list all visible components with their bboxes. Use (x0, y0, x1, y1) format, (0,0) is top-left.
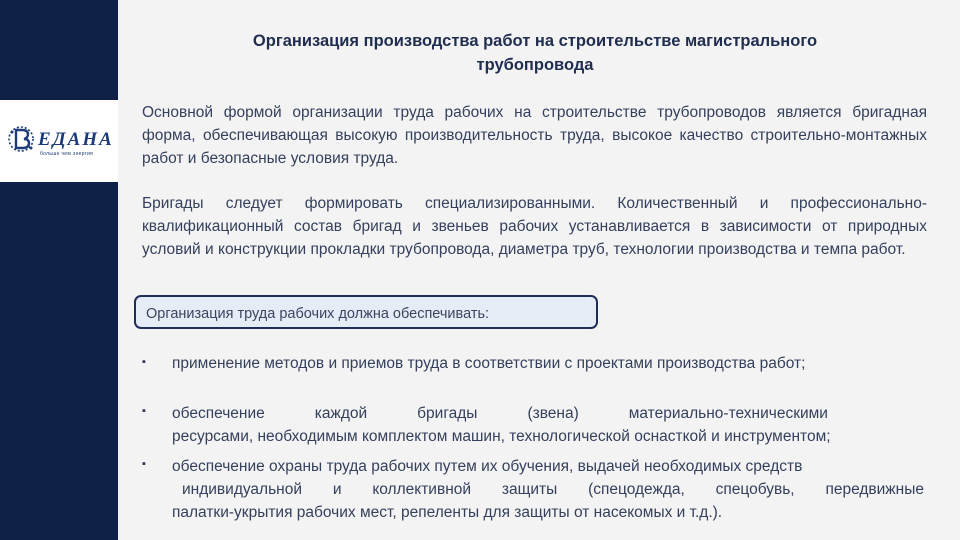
word: коллективной (372, 481, 472, 498)
sidebar (0, 0, 118, 540)
word: и (332, 481, 342, 498)
bullet-marker-1: ▪ (142, 356, 146, 368)
list-item-resources-line-2: ресурсами, необходимым комплектом машин, технологической оснасткой и инструментом; (172, 428, 831, 445)
bullet-marker-2: ▪ (142, 405, 146, 417)
paragraph-brigade-form: Основной формой организации труда рабочих на строительстве трубопроводов является бригадная форма, обеспечивающая высокую производительность труда, высокое качество строительно-монтажных работ и безопасные условия труда. (142, 104, 927, 167)
logo-emblem-icon (6, 123, 36, 155)
callout-box (134, 295, 598, 329)
logo-tagline: больше чем энергия (40, 151, 94, 157)
list-item-resources (172, 402, 862, 448)
word: индивидуальной (182, 481, 303, 498)
list-item-resources-line-1 (172, 402, 828, 425)
page-title-line-2: трубопровода (476, 56, 594, 74)
word: передвижные (825, 481, 924, 498)
list-item-safety-line-2 (172, 478, 924, 501)
word: обеспечение (172, 405, 265, 422)
list-item-safety-line-3: палатки-укрытия рабочих мест, репеленты для защиты от насекомых и т.д.). (172, 504, 723, 521)
callout-text: Организация труда рабочих должна обеспечивать: (146, 306, 490, 322)
list-item-methods: применение методов и приемов труда в соответствии с проектами производства работ; (172, 355, 806, 372)
word: (спецодежда, (588, 481, 685, 498)
word: материально-техническими (628, 405, 828, 422)
paragraph-brigade-composition: Бригады следует формировать специализированными. Количественный и профессионально-квалификационный состав бригад и звеньев рабочих устанавливается в зависимости от природных условий и конструкции прокладки трубопровода, диаметра труб, технологии производства и темпа работ. (142, 195, 927, 258)
word: (звена) (527, 405, 579, 422)
word: защиты (501, 481, 558, 498)
logo-wordmark: ЕДАНА (38, 129, 114, 150)
logo (0, 100, 118, 182)
list-item-safety (172, 455, 937, 524)
word: бригады (417, 405, 478, 422)
bullet-marker-3: ▪ (142, 458, 146, 470)
word: спецобувь, (715, 481, 795, 498)
page-title-line-1: Организация производства работ на строительстве магистрального (252, 32, 818, 50)
list-item-safety-line-1: обеспечение охраны труда рабочих путем их обучения, выдачей необходимых средств (172, 458, 803, 475)
page-title (150, 29, 920, 77)
word: каждой (314, 405, 368, 422)
